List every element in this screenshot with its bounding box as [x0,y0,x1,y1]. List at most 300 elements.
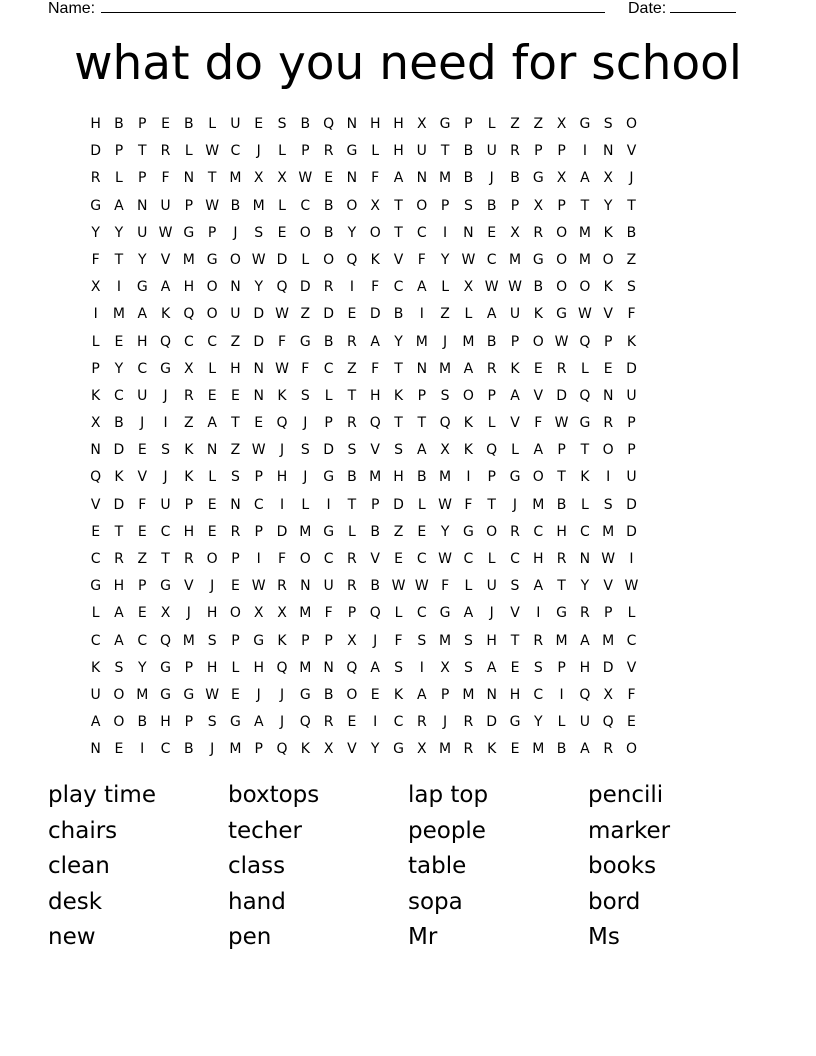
grid-letter: L [301,496,310,513]
grid-letter: N [230,279,241,296]
grid-letter: S [394,442,403,459]
word-bank-item: marker [588,817,671,844]
grid-row [84,600,643,627]
grid-letter: M [299,659,312,676]
grid-letter: A [580,170,590,187]
grid-letter: X [603,686,613,703]
grid-letter: P [487,387,496,404]
grid-letter: H [183,279,195,296]
grid-letter: H [230,360,241,377]
grid-letter: Y [114,224,124,241]
grid-letter: A [486,306,497,323]
grid-letter: T [137,143,147,160]
grid-letter: P [324,415,333,432]
grid-letter: R [347,578,357,595]
grid-letter: F [371,360,380,377]
word-bank-item: table [408,853,467,880]
grid-letter: M [439,360,452,377]
grid-letter: T [347,387,357,404]
grid-letter: D [276,251,288,268]
grid-letter: V [533,387,544,404]
grid-row [84,247,643,274]
grid-letter: I [116,279,122,296]
grid-letter: F [627,306,636,323]
grid-letter: Q [579,686,591,703]
grid-letter: H [253,659,264,676]
grid-row [84,492,643,519]
grid-letter: C [114,387,124,404]
grid-letter: P [114,143,124,160]
grid-row [84,301,643,328]
grid-letter: T [394,415,403,432]
grid-row [84,410,643,437]
grid-letter: Q [160,333,172,350]
grid-row [84,356,643,383]
grid-letter: X [556,170,567,187]
grid-letter: R [160,143,171,160]
grid-letter: A [486,659,497,676]
date-label: Date: [628,0,667,17]
word-bank [48,778,808,956]
grid-letter: P [440,686,450,703]
grid-letter: L [348,523,356,540]
grid-letter: V [370,442,380,459]
grid-letter: C [90,632,101,649]
grid-letter: O [462,387,474,404]
grid-letter: N [463,224,474,241]
grid-letter: O [229,605,241,622]
word-bank-item: sopa [408,888,463,915]
grid-letter: B [114,415,124,432]
grid-letter: L [464,578,473,595]
grid-letter: B [463,170,474,187]
grid-letter: W [577,306,592,323]
grid-letter: G [556,306,568,323]
grid-letter: X [253,170,264,187]
grid-letter: K [463,442,473,459]
grid-row [84,573,643,600]
grid-letter: S [510,578,520,595]
word-bank-item: new [48,924,96,951]
grid-letter: V [626,659,637,676]
grid-letter: M [439,741,452,758]
grid-letter: P [370,496,380,513]
grid-letter: K [463,415,473,432]
grid-letter: L [464,306,473,323]
grid-letter: Y [91,224,100,241]
grid-letter: C [183,333,194,350]
grid-letter: M [532,496,545,513]
grid-letter: C [323,551,334,567]
grid-letter: W [391,578,406,595]
grid-letter: I [443,224,448,241]
grid-letter: C [323,360,334,377]
grid-letter: E [254,415,264,432]
grid-letter: B [556,741,567,758]
grid-letter: C [393,279,404,296]
grid-letter: Q [183,306,195,323]
grid-letter: F [371,170,380,187]
grid-letter: J [163,387,168,404]
grid-letter: X [533,197,544,214]
grid-letter: H [113,578,125,595]
grid-letter: B [184,741,194,758]
grid-letter: F [161,170,170,187]
grid-letter: R [603,741,614,758]
grid-letter: H [206,659,218,676]
grid-letter: D [253,306,265,323]
grid-letter: W [438,551,453,567]
grid-letter: C [416,605,427,622]
grid-letter: N [602,143,614,160]
grid-letter: V [137,469,148,486]
grid-letter: P [184,197,194,214]
word-bank-row [48,778,808,814]
grid-letter: A [253,714,264,731]
grid-letter: U [160,197,171,214]
grid-letter: F [277,551,287,567]
grid-letter: E [207,523,217,540]
grid-letter: C [416,551,427,567]
grid-letter: X [440,442,450,459]
grid-row [84,329,643,356]
grid-letter: S [394,659,403,676]
grid-letter: T [161,551,170,567]
grid-letter: O [299,551,311,567]
grid-letter: M [182,632,195,649]
grid-letter: G [160,686,171,703]
grid-letter: X [603,170,613,187]
grid-letter: Y [440,523,450,540]
grid-letter: N [253,360,264,377]
word-bank-item: pencili [588,782,664,808]
grid-letter: G [183,224,195,241]
grid-letter: G [579,116,591,132]
grid-row [84,519,643,546]
grid-letter: C [160,523,171,540]
grid-letter: P [184,659,194,676]
grid-letter: B [626,224,637,241]
grid-letter: W [554,333,569,350]
grid-letter: I [419,306,424,323]
grid-letter: A [370,659,380,676]
grid-letter: G [206,251,218,268]
grid-letter: G [393,741,404,758]
grid-letter: O [486,523,498,540]
grid-letter: Q [276,659,288,676]
grid-letter: Q [160,632,172,649]
grid-letter: D [602,659,614,676]
word-bank-item: play time [48,782,156,808]
grid-letter: Y [580,578,590,595]
grid-letter: P [301,632,310,649]
grid-letter: E [137,523,147,540]
grid-letter: L [580,496,589,513]
grid-letter: I [93,306,98,323]
word-bank-item: people [408,817,486,844]
grid-letter: Y [534,714,543,731]
grid-letter: A [90,714,101,731]
grid-letter: E [510,741,520,758]
grid-letter: P [557,197,566,214]
grid-letter: D [626,496,637,513]
grid-letter: N [206,442,218,459]
grid-letter: M [439,632,452,649]
grid-letter: O [346,197,358,214]
grid-letter: N [416,170,428,187]
grid-letter: S [254,224,264,241]
date-blank-line [670,0,736,13]
grid-letter: D [486,714,498,731]
grid-letter: W [414,578,429,595]
grid-letter: N [183,170,195,187]
grid-letter: L [91,605,100,622]
grid-letter: N [323,659,334,676]
grid-letter: W [205,197,220,214]
grid-row [84,383,643,410]
grid-letter: E [161,116,170,132]
grid-letter: L [394,605,403,622]
grid-letter: X [463,279,474,296]
grid-letter: Z [393,523,404,540]
grid-letter: O [602,442,614,459]
word-bank-item: techer [228,817,302,844]
grid-letter: R [556,360,567,377]
grid-letter: P [417,387,427,404]
grid-letter: S [463,659,473,676]
grid-letter: H [160,714,171,731]
word-bank-row [48,849,808,885]
grid-letter: Q [276,279,288,296]
grid-letter: H [276,469,288,486]
grid-letter: I [419,659,424,676]
grid-letter: W [275,360,289,377]
grid-letter: G [90,197,102,214]
grid-letter: R [183,387,194,404]
grid-letter: E [114,741,124,758]
grid-letter: R [277,578,287,595]
grid-letter: M [462,333,475,350]
grid-letter: E [533,360,543,377]
grid-letter: D [323,306,334,323]
grid-letter: X [556,116,567,132]
grid-letter: A [114,605,124,622]
grid-letter: U [626,469,637,486]
grid-letter: C [533,523,544,540]
grid-letter: F [91,251,100,268]
grid-letter: P [301,143,310,160]
grid-letter: A [510,387,520,404]
grid-letter: V [510,415,520,432]
grid-letter: O [532,333,544,350]
grid-letter: R [347,415,357,432]
grid-letter: Q [276,741,288,758]
grid-letter: P [324,632,333,649]
grid-letter: T [114,523,124,540]
grid-letter: C [463,551,474,567]
grid-letter: R [556,551,567,567]
grid-letter: H [509,686,521,703]
grid-letter: L [487,116,496,132]
word-bank-item: pen [228,924,272,951]
grid-letter: P [231,551,240,567]
grid-letter: C [579,523,590,540]
grid-letter: A [417,686,427,703]
grid-letter: A [580,632,590,649]
grid-letter: V [393,251,404,268]
grid-letter: Z [347,360,357,377]
grid-letter: B [370,578,381,595]
grid-letter: L [417,496,426,513]
grid-letter: Y [114,360,124,377]
grid-letter: G [346,143,358,160]
grid-letter: C [230,143,241,160]
grid-letter: L [627,605,636,622]
grid-letter: X [417,741,427,758]
grid-letter: M [439,469,452,486]
grid-letter: D [556,387,567,404]
grid-letter: O [625,741,637,758]
grid-letter: R [323,143,334,160]
grid-letter: B [347,469,357,486]
grid-letter: G [253,632,265,649]
grid-letter: K [160,306,171,323]
grid-letter: W [251,442,266,459]
grid-letter: E [277,224,287,241]
grid-letter: J [443,714,448,731]
grid-letter: J [256,143,261,160]
grid-letter: V [603,306,613,323]
grid-letter: Z [533,116,544,132]
grid-letter: N [253,387,264,404]
grid-letter: R [183,551,194,567]
grid-letter: M [508,251,522,268]
grid-letter: B [184,116,194,132]
grid-letter: O [556,224,568,241]
grid-letter: H [556,523,567,540]
grid-letter: X [440,659,450,676]
grid-letter: U [486,143,497,160]
grid-letter: L [278,197,286,214]
grid-row [84,193,643,220]
grid-letter: S [114,659,124,676]
grid-letter: G [532,251,544,268]
grid-letter: B [323,333,334,350]
grid-letter: P [138,170,147,187]
grid-letter: S [603,116,613,132]
grid-letter: M [299,523,312,540]
grid-letter: J [210,578,215,595]
grid-letter: M [182,251,195,268]
grid-letter: L [278,143,286,160]
grid-letter: S [417,632,427,649]
grid-letter: F [301,360,310,377]
grid-letter: Q [346,659,358,676]
grid-letter: G [532,170,544,187]
grid-letter: L [115,170,123,187]
grid-letter: X [277,605,287,622]
grid-letter: Q [579,333,591,350]
grid-letter: O [323,251,335,268]
grid-letter: J [163,469,168,486]
grid-letter: Q [323,116,335,132]
grid-letter: A [160,279,171,296]
grid-letter: B [137,714,148,731]
grid-letter: H [579,659,591,676]
grid-letter: I [373,714,378,731]
grid-letter: W [508,279,522,296]
grid-letter: X [417,116,427,132]
grid-letter: K [487,741,497,758]
grid-letter: R [486,360,497,377]
grid-letter: P [487,469,496,486]
grid-letter: S [347,442,357,459]
grid-letter: U [90,686,101,703]
grid-letter: G [160,360,171,377]
grid-letter: D [299,279,311,296]
grid-letter: B [533,279,544,296]
grid-letter: C [137,632,148,649]
grid-letter: F [441,578,450,595]
grid-letter: U [416,143,427,160]
word-bank-row [48,920,808,956]
grid-letter: W [461,251,476,268]
grid-letter: F [534,415,543,432]
grid-letter: R [580,605,590,622]
grid-letter: J [210,741,215,758]
word-bank-item: clean [48,853,110,880]
grid-letter: O [532,469,544,486]
grid-letter: H [90,116,101,132]
grid-letter: T [231,415,240,432]
grid-letter: R [323,279,334,296]
grid-letter: G [323,523,335,540]
grid-letter: K [603,279,613,296]
grid-letter: L [91,333,100,350]
grid-letter: Z [300,306,311,323]
grid-letter: K [114,469,124,486]
word-bank-row [48,814,808,850]
grid-letter: S [230,469,240,486]
grid-letter: P [557,143,566,160]
grid-letter: W [275,306,289,323]
grid-letter: A [137,306,148,323]
grid-row [84,138,643,165]
grid-letter: Q [486,442,498,459]
grid-letter: M [299,605,312,622]
grid-letter: H [369,387,381,404]
grid-letter: P [557,442,566,459]
grid-letter: K [393,686,404,703]
grid-letter: G [439,116,451,132]
grid-letter: S [463,197,473,214]
grid-letter: X [184,360,194,377]
grid-letter: L [580,360,589,377]
grid-letter: Z [230,333,241,350]
grid-letter: B [510,170,520,187]
grid-letter: I [163,415,168,432]
grid-letter: Z [137,551,148,567]
grid-letter: N [602,387,614,404]
grid-letter: P [347,605,357,622]
grid-letter: G [556,605,568,622]
grid-letter: P [603,605,613,622]
grid-letter: E [487,224,497,241]
grid-letter: K [91,659,101,676]
grid-letter: W [205,686,220,703]
word-bank-row [48,885,808,921]
grid-letter: A [114,632,124,649]
